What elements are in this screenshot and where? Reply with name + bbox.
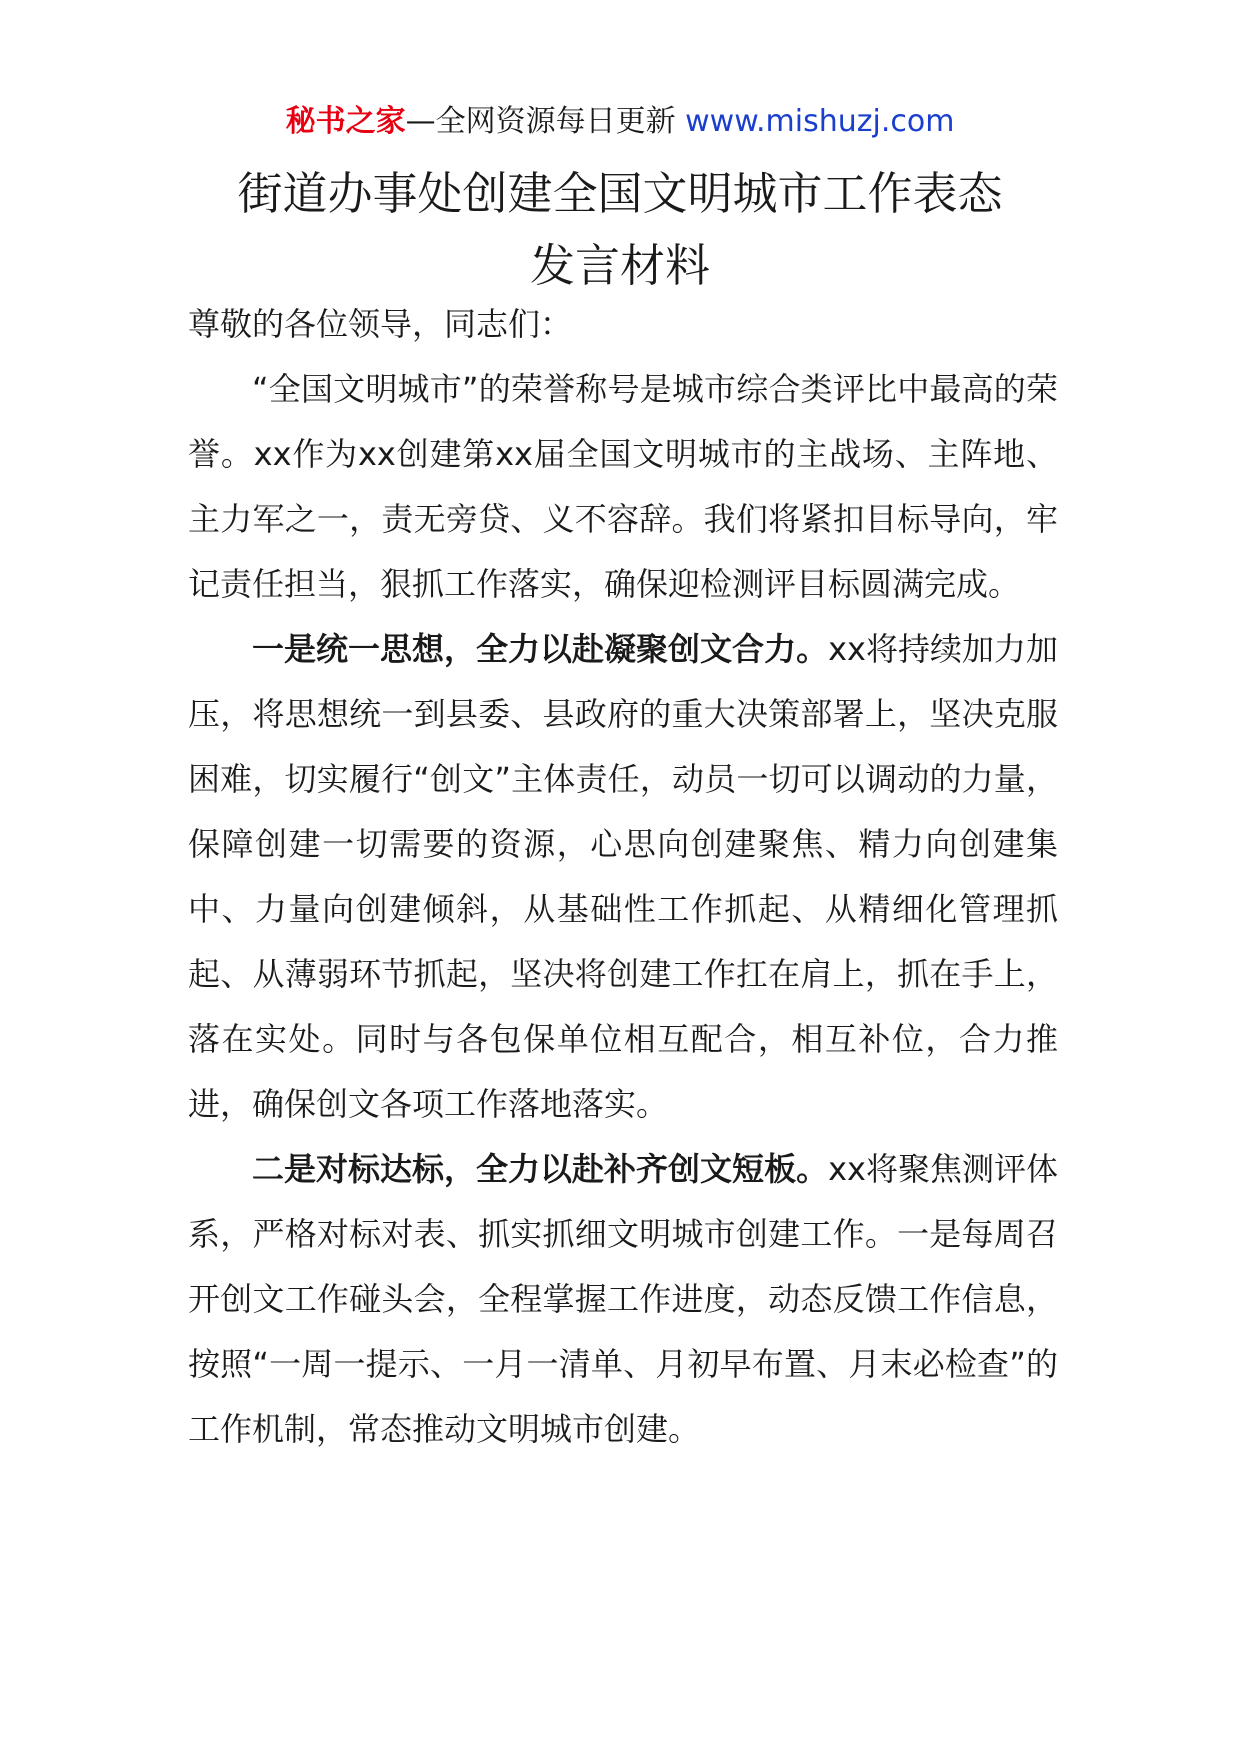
paragraph-intro xyxy=(188,357,1058,617)
paragraph-text: “全国文明城市”的荣誉称号是城市综合类评比中最高的荣誉。xx作为xx创建第xx届全国文明城市的主战场、主阵地、主力军之一，责无旁贷、义不容辞。我们将紧扣目标导向，牢记责任担当，狠抓工作落实，确保迎检测评目标圆满完成。 xyxy=(188,370,1058,603)
brand-name: 秘书之家 xyxy=(285,104,406,139)
paragraph-text: xx将持续加力加压，将思想统一到县委、县政府的重大决策部署上，坚决克服困难，切实履行“创文”主体责任，动员一切可以调动的力量，保障创建一切需要的资源，心思向创建聚焦、精力向创建集中、力量向创建倾斜，从基础性工作抓起、从精细化管理抓起、从薄弱环节抓起，坚决将创建工作扛在肩上，抓在手上，落在实处。同时与各包保单位相互配合，相互补位，合力推进，确保创文各项工作落地落实。 xyxy=(188,630,1058,1123)
document-body xyxy=(188,292,1058,1462)
title-line-2: 发言材料 xyxy=(529,239,710,292)
site-header xyxy=(0,100,1240,144)
paragraph-lead: 二是对标达标，全力以赴补齐创文短板。 xyxy=(252,1150,829,1188)
title-line-1: 街道办事处创建全国文明城市工作表态 xyxy=(237,167,1003,220)
paragraph-text: xx将聚焦测评体系，严格对标对表、抓实抓细文明城市创建工作。一是每周召开创文工作碰头会，全程掌握工作进度，动态反馈工作信息，按照“一周一提示、一月一清单、月初早布置、月末必检查”的工作机制，常态推动文明城市创建。 xyxy=(188,1150,1058,1448)
salutation: 尊敬的各位领导，同志们： xyxy=(188,305,573,343)
paragraph-lead: 一是统一思想，全力以赴凝聚创文合力。 xyxy=(252,630,829,668)
paragraph-point-one xyxy=(188,617,1058,1137)
paragraph-point-two xyxy=(188,1137,1058,1462)
site-url[interactable]: www.mishuzj.com xyxy=(685,104,955,139)
document-title xyxy=(170,158,1070,302)
site-tagline: —全网资源每日更新 xyxy=(405,104,686,139)
